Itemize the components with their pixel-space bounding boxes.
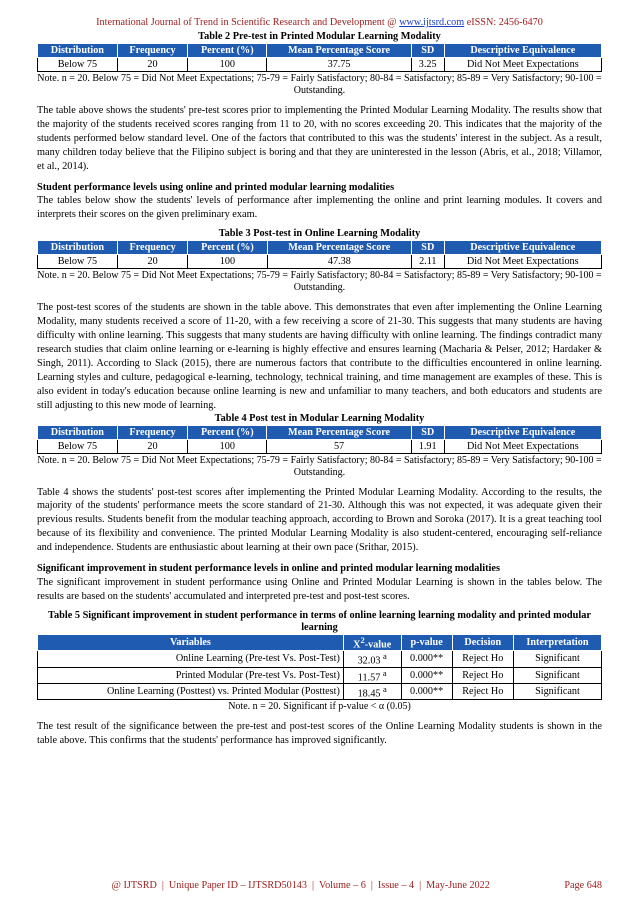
cell-interpretation: Significant [513,651,601,667]
cell-variable: Printed Modular (Pre-test Vs. Post-Test) [38,667,344,683]
cell-decision: Reject Ho [452,667,513,683]
table2-note: Note. n = 20. Below 75 = Did Not Meet Expectations; 75-79 = Fairly Satisfactory; 80-84 = Satisfactory; 85-89 = Very Satisfactory; 90-100 = Outstanding. [37,73,602,96]
footer-date: May-June 2022 [426,880,490,891]
col-distribution: Distribution [38,241,118,255]
cell-sd: 2.11 [412,255,444,269]
table4-caption: Table 4 Post test in Modular Learning Modality [214,412,425,424]
cell-p: 0.000** [401,651,452,667]
table3-header-row [38,241,602,255]
cell-frequency: 20 [117,439,187,453]
col-sd: SD [411,44,444,58]
col-descriptive-equivalence: Descriptive Equivalence [444,44,601,58]
col-sd: SD [412,241,444,255]
col-percent: Percent (%) [188,241,267,255]
table-row [38,651,602,667]
col-x2-value: $X^2$-value [343,634,401,650]
col-interpretation: Interpretation [513,634,601,650]
col-mean-percentage-score: Mean Percentage Score [267,425,411,439]
table-row [38,439,602,453]
table2 [37,43,602,72]
cell-distribution: Below 75 [38,439,118,453]
col-frequency: Frequency [117,241,188,255]
section-intro-1: The tables below show the students' levels of performance after implementing the online and print learning modules. It covers and interprets their scores on the given preliminary exam. [37,195,602,221]
cell-mean-score: 47.38 [267,255,412,269]
cell-percent: 100 [188,439,267,453]
col-percent: Percent (%) [188,44,267,58]
cell-p: 0.000** [401,667,452,683]
page-footer [37,880,602,891]
footer-info: @ IJTSRD | Unique Paper ID – IJTSRD50143 | Volume – 6 | Issue – 4 | May-June 2022 [111,880,490,891]
col-descriptive-equivalence: Descriptive Equivalence [444,241,602,255]
cell-x2: 18.45 $^a$ [343,683,401,699]
paragraph-2: The post-test scores of the students are shown in the table above. This demonstrates that even after implementing the Online Learning Modality, many students received a score of 11-20, with a few receiving a score of 21-30. This suggests that many students are having difficulty with online learning. This suggests that many students are having difficulty with online learning. The findings contradict many research studies that claim online learning or e-learning is highly effective and ensures learning (Macharia & Pelser, 2012; Hardaker & Singh, 2011). According to Slack (2015), there are numerous factors that contribute to the difficulties encountered in online learning. Learning styles and culture, pedagogical e-learning, technology, technical training, and time management are examples of these. This is also evident in today's education because online learning is new and unfamiliar to many teachers, and both educators and students are still adjusting to this new mode of learning. [37,302,602,411]
cell-percent: 100 [188,255,267,269]
cell-interpretation: Significant [513,667,601,683]
col-distribution: Distribution [38,425,118,439]
table5-caption: Table 5 Significant improvement in student performance in terms of online learning learning modality and printed modular learning [48,609,591,633]
col-frequency: Frequency [117,425,187,439]
table3-note: Note. n = 20. Below 75 = Did Not Meet Expectations; 75-79 = Fairly Satisfactory; 80-84 = Satisfactory; 85-89 = Very Satisfactory; 90-100 = Outstanding. [37,270,602,294]
journal-link[interactable]: www.ijtsrd.com [399,17,465,28]
col-sd: SD [411,425,444,439]
cell-sd: 3.25 [411,58,444,72]
col-p-value: p-value [401,634,452,650]
cell-descriptive: Did Not Meet Expectations [444,58,601,72]
col-mean-percentage-score: Mean Percentage Score [267,44,411,58]
cell-variable: Online Learning (Pre-test Vs. Post-Test) [38,651,344,667]
table2-header-row [38,44,602,58]
section-intro-2: The significant improvement in student performance using Online and Printed Modular Learning is shown in the tables below. The results are based on the students' accumulated and interpreted pre-test and post-test scores. [37,576,602,602]
table-row [38,255,602,269]
table3-caption: Table 3 Post-test in Online Learning Modality [218,228,421,240]
col-decision: Decision [452,634,513,650]
cell-decision: Reject Ho [452,651,513,667]
cell-distribution: Below 75 [38,58,118,72]
table4-note: Note. n = 20. Below 75 = Did Not Meet Expectations; 75-79 = Fairly Satisfactory; 80-84 = Satisfactory; 85-89 = Very Satisfactory; 90-100 = Outstanding. [37,454,602,478]
table5 [37,634,602,701]
cell-descriptive: Did Not Meet Expectations [444,255,602,269]
cell-descriptive: Did Not Meet Expectations [444,439,601,453]
cell-mean-score: 57 [267,439,411,453]
journal-header [37,17,602,31]
col-variables: Variables [38,634,344,650]
cell-frequency: 20 [117,58,187,72]
table-row [38,58,602,72]
table3 [37,240,602,269]
paragraph-4: The test result of the significance between the pre-test and post-test scores of the Online Learning Modality students is shown in the table above. This confirms that the students' performance has improved significantly. [37,721,602,747]
paragraph-1: The table above shows the students' pre-test scores prior to implementing the Printed Modular Learning Modality. The results show that the majority of the students received scores ranging from 11 to 20, with no scores exceeding 20. This indicates that the majority of the students performed below standard level. One of the factors that contributed to this was the students' interest in the subject. As a result, many children today believe that the Filipino subject is boring and that they are uninterested in the lesson (Abris, et al., 2018; Villamor, et al., 2014). [37,105,602,172]
table-row [38,683,602,699]
page [37,0,602,748]
cell-mean-score: 37.75 [267,58,411,72]
cell-x2: 11.57 $^a$ [343,667,401,683]
footer-issue: Issue – 4 [377,880,415,891]
col-distribution: Distribution [38,44,118,58]
table4 [37,425,602,454]
table-row [38,667,602,683]
table5-header-row [38,634,602,650]
cell-decision: Reject Ho [452,683,513,699]
cell-sd: 1.91 [411,439,444,453]
cell-p: 0.000** [401,683,452,699]
col-mean-percentage-score: Mean Percentage Score [267,241,412,255]
header-prefix: International Journal of Trend in Scientific Research and Development @ [96,17,400,28]
cell-variable: Online Learning (Posttest) vs. Printed Modular (Posttest) [38,683,344,699]
cell-x2: 32.03 $^a$ [343,651,401,667]
footer-journal: @ IJTSRD [111,880,157,891]
header-suffix: eISSN: 2456-6470 [464,17,543,28]
paragraph-3: Table 4 shows the students' post-test scores after implementing the Printed Modular Learning Modality. According to the results, the majority of the students' performance meets the score standard of 21-30. Although this was not expected, it was adequate given their previous results. Students benefit from the modular teaching approach, according to Brown and Soroka (2017). It is a great teaching tool because of its flexibility and convenience. The printed Modular Learning Modality is also student-centered, encouraging self-reliance and independence. Students are enthusiastic about learning at their own pace (Srithar, 2015). [37,486,602,554]
table5-note: Note. n = 20. Significant if p-value < α (0.05) [228,701,411,713]
col-frequency: Frequency [117,44,187,58]
footer-volume: Volume – 6 [319,880,366,891]
section-heading-1: Student performance levels using online and printed modular learning modalities [37,181,395,193]
col-descriptive-equivalence: Descriptive Equivalence [444,425,601,439]
table4-header-row [38,425,602,439]
section-heading-2: Significant improvement in student performance levels in online and printed modular learning modalities [37,563,500,575]
cell-interpretation: Significant [513,683,601,699]
footer-paper-id: Unique Paper ID – IJTSRD50143 [168,880,307,891]
cell-frequency: 20 [117,255,188,269]
col-percent: Percent (%) [188,425,267,439]
cell-percent: 100 [188,58,267,72]
cell-distribution: Below 75 [38,255,118,269]
table2-caption: Table 2 Pre-test in Printed Modular Learning Modality [198,31,441,42]
page-number: Page 648 [564,880,602,891]
